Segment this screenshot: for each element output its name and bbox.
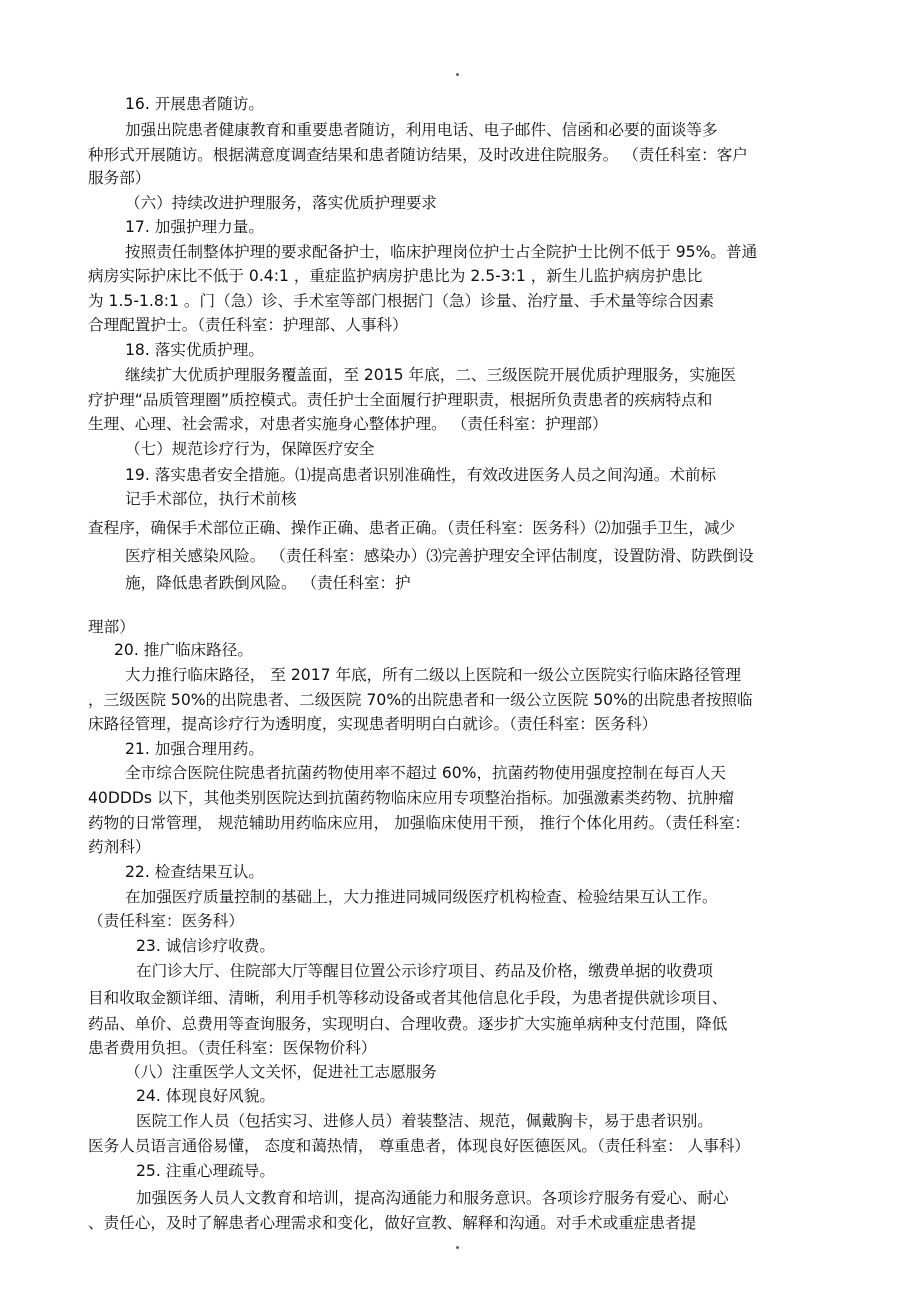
paragraph-line: 疗护理“品质管理圈”质控模式。责任护士全面履行护理职责，根据所负责患者的疾病特点和 bbox=[88, 391, 713, 409]
paragraph-line: 合理配置护士。（责任科室：护理部、人事科） bbox=[88, 316, 408, 334]
paragraph-line: 医院工作人员（包括实习、进修人员）着装整洁、规范，佩戴胸卡，易于患者识别。 bbox=[136, 1112, 713, 1130]
paragraph-line: 在门诊大厅、住院部大厅等醒目位置公示诊疗项目、药品及价格，缴费单据的收费项 bbox=[136, 962, 713, 980]
paragraph-line: 生理、心理、社会需求，对患者实施身心整体护理。 （责任科室：护理部） bbox=[88, 415, 608, 433]
paragraph-line: 继续扩大优质护理服务覆盖面，至 2015 年底，二、三级医院开展优质护理服务，实施医 bbox=[125, 366, 736, 384]
heading-22: 22. 检查结果互认。 bbox=[125, 863, 264, 881]
paragraph-line: 理部） bbox=[88, 618, 135, 636]
paragraph-line: （责任科室：医务科） bbox=[88, 912, 244, 930]
heading-24: 24. 体现良好风貌。 bbox=[136, 1087, 275, 1105]
paragraph-line: ，三级医院 50%的出院患者、二级医院 70%的出院患者和一级公立医院 50%的出院患者按照临 bbox=[88, 691, 753, 709]
paragraph-line: 全市综合医院住院患者抗菌药物使用率不超过 60%，抗菌药物使用强度控制在每百人天 bbox=[125, 764, 726, 782]
paragraph-line: 查程序，确保手术部位正确、操作正确、患者正确。（责任科室：医务科）⑵加强手卫生，减少 bbox=[88, 519, 736, 537]
paragraph-line: 施，降低患者跌倒风险。 （责任科室：护 bbox=[125, 574, 411, 592]
paragraph-line: 医疗相关感染风险。 （责任科室：感染办）⑶完善护理安全评估制度，设置防滑、防跌倒设 bbox=[125, 547, 754, 565]
heading-25: 25. 注重心理疏导。 bbox=[136, 1162, 275, 1180]
heading-16: 16. 开展患者随访。 bbox=[125, 95, 264, 113]
paragraph-line: 、责任心，及时了解患者心理需求和变化，做好宣教、解释和沟通。对手术或重症患者提 bbox=[88, 1214, 697, 1232]
paragraph-line: 在加强医疗质量控制的基础上，大力推进同城同级医疗机构检查、检验结果互认工作。 bbox=[125, 888, 718, 906]
paragraph-line: 药剂科） bbox=[88, 838, 151, 856]
heading-23: 23. 诚信诊疗收费。 bbox=[136, 937, 275, 955]
paragraph-line: 为 1.5-1.8:1 。门（急）诊、手术室等部门根据门（急）诊量、治疗量、手术量等综合因素 bbox=[88, 292, 715, 310]
paragraph-line: 记手术部位，执行术前核 bbox=[125, 490, 297, 508]
paragraph-line: 医务人员语言通俗易懂， 态度和蔼热情， 尊重患者，体现良好医德医风。（责任科室： 人事科） bbox=[88, 1137, 751, 1155]
paragraph-line: 药物的日常管理， 规范辅助用药临床应用， 加强临床使用干预， 推行个体化用药。（责任科室： bbox=[88, 814, 751, 832]
paragraph-line: 加强出院患者健康教育和重要患者随访，利用电话、电子邮件、信函和必要的面谈等多 bbox=[125, 121, 718, 139]
paragraph-line: 患者费用负担。（责任科室：医保物价科） bbox=[88, 1039, 377, 1057]
paragraph-line: 40DDDs 以下，其他类别医院达到抗菌药物临床应用专项整治指标。加强激素类药物、抗肿瘤 bbox=[88, 789, 734, 807]
paragraph-line: 目和收取金额详细、清晰，利用手机等移动设备或者其他信息化手段，为患者提供就诊项目、 bbox=[88, 989, 728, 1007]
section-heading-6: （六）持续改进护理服务，落实优质护理要求 bbox=[125, 194, 437, 212]
paragraph-line: 服务部） bbox=[88, 169, 151, 187]
paragraph-line: 病房实际护床比不低于 0.4:1 ，重症监护病房护患比为 2.5-3:1 ，新生儿监护病房护患比 bbox=[88, 267, 703, 285]
paragraph-line: 大力推行临床路径， 至 2017 年底，所有二级以上医院和一级公立医院实行临床路径管理 bbox=[125, 666, 741, 684]
heading-18: 18. 落实优质护理。 bbox=[125, 341, 264, 359]
paragraph-line: 加强医务人员人文教育和培训，提高沟通能力和服务意识。各项诊疗服务有爱心、耐心 bbox=[136, 1189, 729, 1207]
heading-20: 20. 推广临床路径。 bbox=[114, 641, 253, 659]
page-bottom-dot bbox=[456, 1246, 459, 1249]
paragraph-line: 种形式开展随访。根据满意度调查结果和患者随访结果，及时改进住院服务。 （责任科室：客户 bbox=[88, 146, 748, 164]
paragraph-line: 药品、单价、总费用等查询服务，实现明白、合理收费。逐步扩大实施单病种支付范围，降低 bbox=[88, 1015, 728, 1033]
heading-21: 21. 加强合理用药。 bbox=[125, 740, 264, 758]
page-top-dot bbox=[456, 73, 459, 76]
heading-17: 17. 加强护理力量。 bbox=[125, 218, 264, 236]
heading-19: 19. 落实患者安全措施。⑴提高患者识别准确性，有效改进医务人员之间沟通。术前标 bbox=[125, 466, 717, 484]
section-heading-8: （八）注重医学人文关怀，促进社工志愿服务 bbox=[125, 1063, 437, 1081]
paragraph-line: 按照责任制整体护理的要求配备护士，临床护理岗位护士占全院护士比例不低于 95%。普通 bbox=[125, 243, 758, 261]
paragraph-line: 床路径管理，提高诊疗行为透明度，实现患者明明白白就诊。（责任科室：医务科） bbox=[88, 715, 658, 733]
section-heading-7: （七）规范诊疗行为，保障医疗安全 bbox=[125, 440, 375, 458]
